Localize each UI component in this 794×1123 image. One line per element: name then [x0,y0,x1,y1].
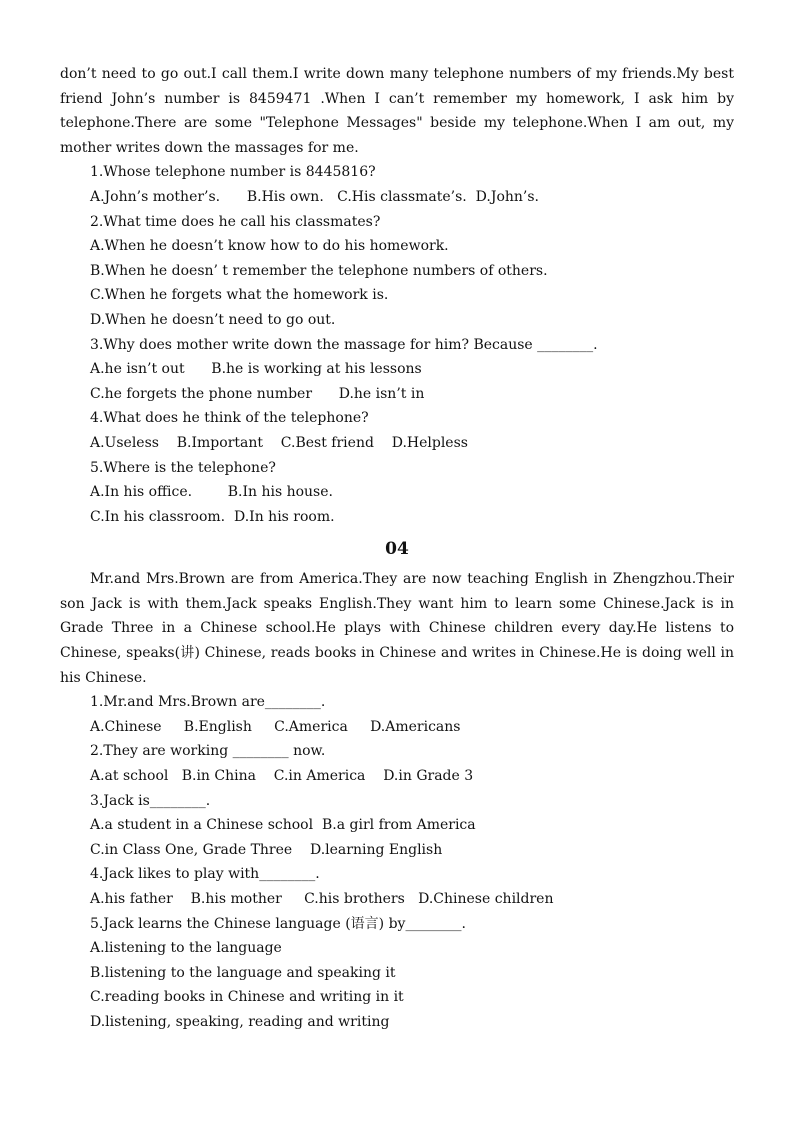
answer-option: B.listening to the language and speaking it [90,964,396,981]
answer-option: A.When he doesn’t know how to do his homework. [90,238,449,255]
answer-options: A.Chinese B.English C.America D.Americans [90,718,461,735]
answer-options: A.at school B.in China C.in America D.in Grade 3 [90,768,474,785]
question-line: 1.Mr.and Mrs.Brown are________. [90,694,326,711]
answer-options: A.John’s mother’s. B.His own. C.His classmate’s. D.John’s. [90,188,539,205]
answer-options: A.In his office. B.In his house. [90,484,333,501]
question-line: 4.What does he think of the telephone? [90,410,369,427]
question-line: 2.What time does he call his classmates? [90,213,381,230]
answer-option: B.When he doesn’ t remember the telephone numbers of others. [90,262,548,279]
section-4-questions [60,690,734,1034]
passage-4: Mr.and Mrs.Brown are from America.They are now teaching English in Zhengzhou.Their son Jack is with them.Jack speaks English.They want him to learn some Chinese.Jack is in Grade Three in a Chinese school.He plays with Chinese children every day.He listens to Chinese, speaks(讲) Chinese, reads books in Chinese and writes in Chinese.He is doing well in his Chinese. [60,571,734,686]
question-line: 2.They are working ________ now. [90,743,326,760]
section-number: 04 [385,539,409,560]
answer-option: D.When he doesn’t need to go out. [90,311,336,328]
passage-3-tail: don’t need to go out.I call them.I write down many telephone numbers of my friends.My best friend John’s number is 8459471 .When I can’t remember my homework, I ask him by telephone.There are some "Telephone Messages" beside my telephone.When I am out, my mother writes down the massages for me. [60,66,734,156]
answer-options: A.Useless B.Important C.Best friend D.Helpless [90,434,468,451]
question-line: 3.Jack is________. [90,792,211,809]
answer-option: C.When he forgets what the homework is. [90,287,389,304]
answer-options: C.In his classroom. D.In his room. [90,508,335,525]
answer-option: C.reading books in Chinese and writing in it [90,989,404,1006]
answer-options: C.in Class One, Grade Three D.learning English [90,841,443,858]
answer-options: A.a student in a Chinese school B.a girl from America [90,817,476,834]
question-line: 5.Where is the telephone? [90,459,276,476]
answer-option: D.listening, speaking, reading and writing [90,1013,390,1030]
question-line: 5.Jack learns the Chinese language (语言) by________. [90,915,466,932]
answer-options: A.he isn’t out B.he is working at his lessons [90,361,422,378]
answer-options: C.he forgets the phone number D.he isn’t in [90,385,425,402]
question-line: 1.Whose telephone number is 8445816? [90,164,376,181]
section-3-questions [60,160,734,529]
question-line: 3.Why does mother write down the massage for him? Because ________. [90,336,598,353]
answer-option: A.listening to the language [90,940,282,957]
document-page [60,62,734,1035]
question-line: 4.Jack likes to play with________. [90,866,320,883]
answer-options: A.his father B.his mother C.his brothers D.Chinese children [90,891,554,907]
